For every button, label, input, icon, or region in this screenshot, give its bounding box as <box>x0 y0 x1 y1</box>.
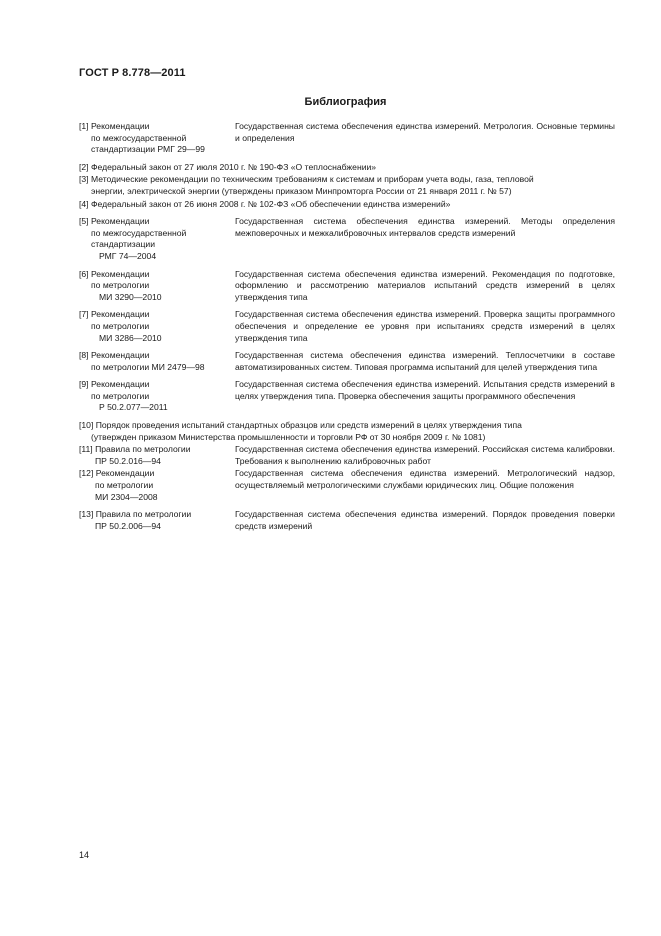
entry-text <box>79 420 615 443</box>
bibliography-entry <box>79 269 615 304</box>
entry-description: Государственная система обеспечения единства измерений. Метрологический надзор, осуществляемый метрологическими службами юридических лиц. Общие положения <box>235 468 615 491</box>
entry-line: энергии, электрической энергии (утверждены приказом Минпромторга России от 21 января 2011 г. № 57) <box>91 185 512 196</box>
entry-source <box>79 379 235 414</box>
entry-description: Государственная система обеспечения единства измерений. Методы определения межповерочных и межкалибровочных интервалов средств измерений <box>235 216 615 238</box>
entry-source-line: [6] Рекомендации <box>79 268 150 279</box>
entry-source-line: [11] Правила по метрологии <box>79 444 191 455</box>
entry-source-line: МИ 2304—2008 <box>95 491 158 502</box>
entry-source-line: по метрологии МИ 2479—98 <box>91 361 205 372</box>
entry-source-line: [1] Рекомендации <box>79 121 150 131</box>
entry-source-line: РМГ 74—2004 <box>99 250 157 261</box>
entry-source-line: по метрологии <box>91 320 150 331</box>
entry-line: [4] Федеральный закон от 26 июня 2008 г. № 102-ФЗ «Об обеспечении единства измерений» <box>79 198 451 209</box>
entry-source-line: МИ 3290—2010 <box>99 291 162 302</box>
bibliography-entry <box>79 350 615 373</box>
entry-source-line: [13] Правила по метрологии <box>79 509 192 520</box>
bibliography-entry <box>79 199 615 211</box>
entry-source <box>79 444 235 467</box>
entry-source-line: стандартизации РМГ 29—99 <box>91 144 205 155</box>
entry-source-line: ПР 50.2.006—94 <box>95 520 161 531</box>
entry-source <box>79 509 235 532</box>
bibliography-entry <box>79 420 615 443</box>
bibliography-entry <box>79 162 615 174</box>
bibliography-entry <box>79 309 615 344</box>
entry-description: Государственная система обеспечения единства измерений. Порядок проведения поверки средств измерений <box>235 509 615 531</box>
entry-line: (утвержден приказом Министерства промышленности и торговли РФ от 30 ноября 2009 г. № 1081) <box>91 431 486 442</box>
entry-source-line: по межгосударственной <box>91 132 187 143</box>
bibliography-entry <box>79 174 615 197</box>
entry-source <box>79 468 235 503</box>
entry-text <box>79 199 615 211</box>
bibliography-entry <box>79 444 615 467</box>
bibliography-entry <box>79 509 615 532</box>
entry-description: Государственная система обеспечения единства измерений. Российская система калибровки. Требования к выполнению калибровочных работ <box>235 444 615 466</box>
entry-source-line: по метрологии <box>91 390 150 401</box>
entry-source-line: [12] Рекомендации <box>79 468 155 479</box>
entry-description: Государственная система обеспечения единства измерений. Испытания средств измерений в целях утверждения типа. Проверка обеспечения защиты программного обеспечения <box>235 379 615 401</box>
entry-source-line: [7] Рекомендации <box>79 309 150 320</box>
entry-line: [10] Порядок проведения испытаний стандартных образцов или средств измерений в целях утверждения типа <box>79 420 522 431</box>
entry-description: Государственная система обеспечения единства измерений. Теплосчетчики в составе автоматизированных систем. Типовая программа испытаний для целей утверждения типа <box>235 350 615 372</box>
document-header: ГОСТ Р 8.778—2011 <box>79 67 186 79</box>
entry-text <box>79 162 615 174</box>
entry-source <box>79 269 235 304</box>
entry-source-line: по метрологии <box>91 280 150 291</box>
entry-source <box>79 121 235 156</box>
entry-source-line: [8] Рекомендации <box>79 350 150 361</box>
bibliography-entry <box>79 379 615 414</box>
bibliography-list <box>79 121 615 533</box>
entry-description: Государственная система обеспечения единства измерений. Метрология. Основные термины и определения <box>235 121 615 143</box>
entry-line: [3] Методические рекомендации по техническим требованиям к системам и приборам учета воды, газа, тепловой <box>79 174 534 185</box>
entry-source-line: ПР 50.2.016—94 <box>95 455 161 466</box>
entry-text <box>79 174 615 197</box>
entry-source <box>79 350 235 373</box>
bibliography-title: Библиография <box>304 96 387 108</box>
entry-description: Государственная система обеспечения единства измерений. Рекомендация по подготовке, оформлению и рассмотрению материалов испытаний средств измерений в целях утверждения типа <box>235 268 615 302</box>
bibliography-entry <box>79 216 615 262</box>
entry-source <box>79 309 235 344</box>
entry-source-line: МИ 3286—2010 <box>99 332 162 343</box>
entry-source-line: [5] Рекомендации <box>79 216 150 227</box>
entry-source-line: по метрологии <box>95 480 154 491</box>
page-number: 14 <box>79 850 90 860</box>
bibliography-entry <box>79 121 615 156</box>
entry-source-line: стандартизации <box>91 239 156 250</box>
entry-line: [2] Федеральный закон от 27 июля 2010 г. № 190-ФЗ «О теплоснабжении» <box>79 161 377 172</box>
entry-description: Государственная система обеспечения единства измерений. Проверка защиты программного обеспечения и определение ее уровня при испытаниях средств измерений в целях утверждения типа <box>235 309 615 343</box>
entry-source-line: по межгосударственной <box>91 227 187 238</box>
entry-source <box>79 216 235 262</box>
entry-source-line: Р 50.2.077—2011 <box>99 402 168 413</box>
bibliography-entry <box>79 468 615 503</box>
entry-source-line: [9] Рекомендации <box>79 379 150 390</box>
